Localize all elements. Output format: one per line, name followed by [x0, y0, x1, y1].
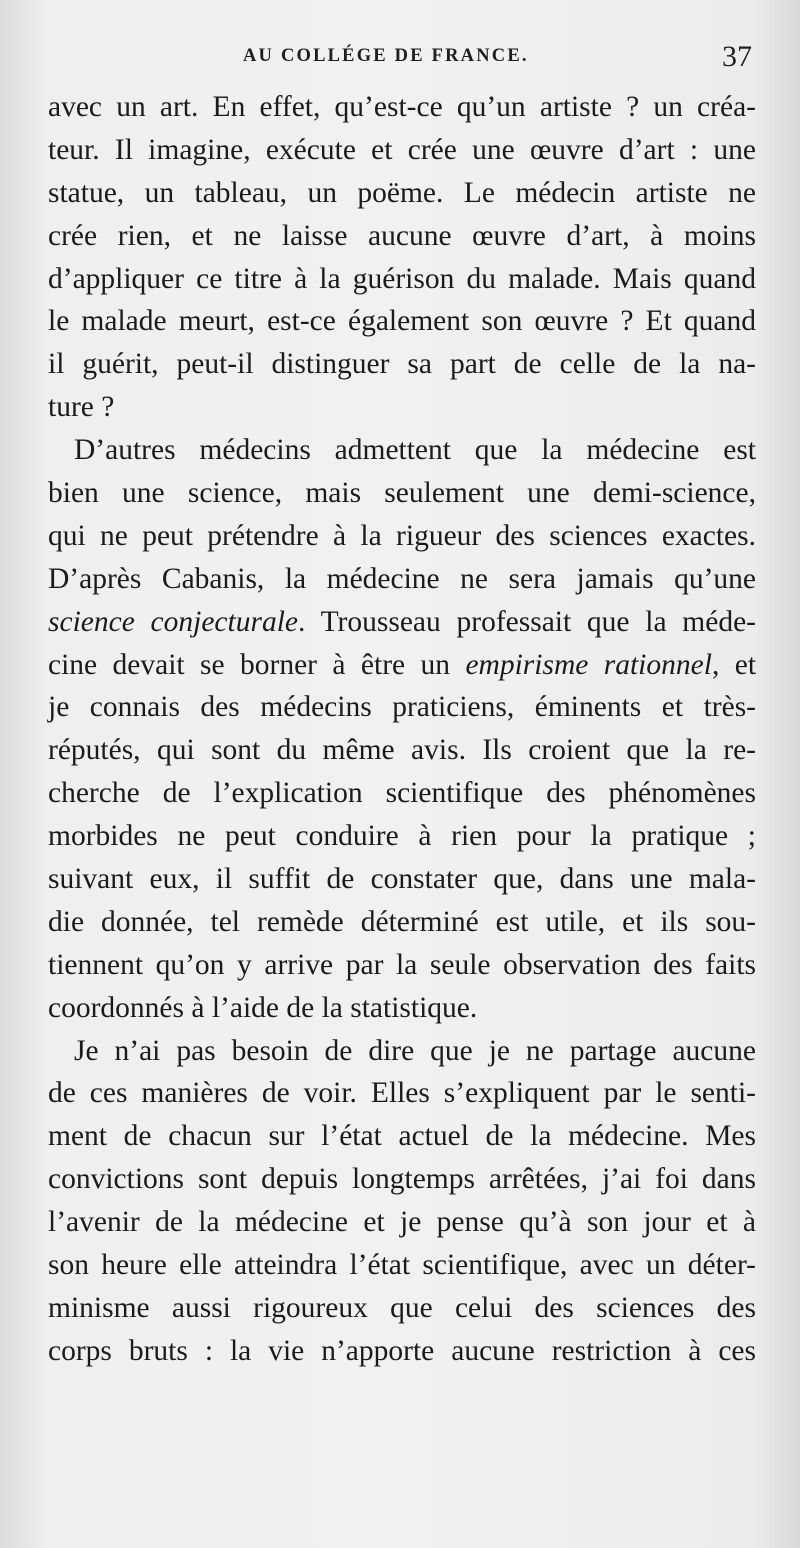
text-line: Je n’ai pas besoin de dire que je ne partage aucune: [74, 1034, 756, 1067]
text-line: cine devait se borner à être un empirisme rationnel, et: [48, 648, 757, 681]
text-line: coordonnés à l’aide de la statistique.: [48, 991, 478, 1024]
paragraph: [48, 1030, 756, 1373]
text-line: d’appliquer ce titre à la guérison du malade. Mais quand: [48, 262, 756, 295]
text-line: suivant eux, il suffit de constater que, dans une mala-: [48, 863, 756, 896]
text-body: [48, 86, 756, 1373]
running-head: [0, 42, 800, 78]
text-line: le malade meurt, est-ce également son œuvre ? Et quand: [48, 305, 756, 338]
text-line: morbides ne peut conduire à rien pour la pratique ;: [48, 820, 756, 853]
text-line: qui ne peut prétendre à la rigueur des sciences exactes.: [48, 519, 756, 552]
text-line: son heure elle atteindra l’état scientifique, avec un déter-: [48, 1249, 756, 1282]
text-line: tiennent qu’on y arrive par la seule observation des faits: [48, 948, 756, 981]
text-line: cherche de l’explication scientifique des phénomènes: [48, 777, 756, 810]
text-line: ment de chacun sur l’état actuel de la médecine. Mes: [48, 1120, 756, 1153]
italic-phrase: science conjecturale: [48, 605, 298, 638]
page-number: 37: [722, 40, 752, 73]
text-line: science conjecturale. Trousseau professait que la méde-: [48, 605, 756, 638]
text-line: avec un art. En effet, qu’est-ce qu’un artiste ? un créa-: [48, 91, 756, 123]
italic-phrase: empirisme rationnel: [465, 648, 712, 681]
text-line: teur. Il imagine, exécute et crée une œuvre d’art : une: [48, 133, 756, 166]
text-line: ture ?: [48, 391, 115, 424]
running-title: AU COLLÉGE DE FRANCE.: [243, 46, 529, 66]
text-line: crée rien, et ne laisse aucune œuvre d’art, à moins: [48, 219, 756, 252]
text-line: réputés, qui sont du même avis. Ils croient que la re-: [48, 734, 756, 767]
text-line: statue, un tableau, un poëme. Le médecin artiste ne: [48, 176, 756, 209]
text-line: l’avenir de la médecine et je pense qu’à son jour et à: [48, 1206, 756, 1239]
text-line: die donnée, tel remède déterminé est utile, et ils sou-: [48, 905, 756, 938]
text-line: convictions sont depuis longtemps arrêtées, j’ai foi dans: [48, 1163, 756, 1196]
paragraph: [48, 86, 756, 429]
text-line: bien une science, mais seulement une demi-science,: [48, 477, 756, 510]
text-line: minisme aussi rigoureux que celui des sciences des: [48, 1291, 756, 1324]
text-line: D’autres médecins admettent que la médecine est: [74, 434, 756, 467]
text-line: D’après Cabanis, la médecine ne sera jamais qu’une: [48, 562, 756, 595]
text-line: de ces manières de voir. Elles s’expliquent par le senti-: [48, 1077, 756, 1110]
text-line: corps bruts : la vie n’apporte aucune restriction à ces: [48, 1334, 756, 1367]
text-line: il guérit, peut-il distinguer sa part de celle de la na-: [48, 348, 756, 381]
paragraph: [48, 429, 756, 1029]
text-line: je connais des médecins praticiens, éminents et très-: [48, 691, 756, 724]
